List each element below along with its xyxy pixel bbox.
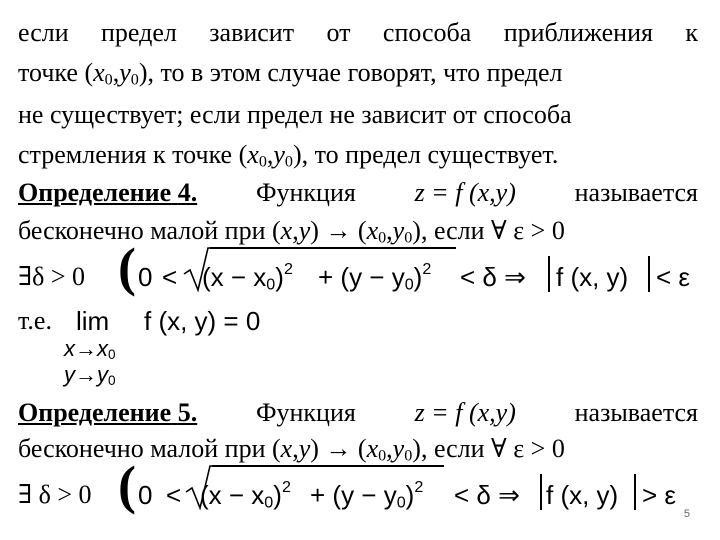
lim-subscript-x: $x\to x_0$: [64, 336, 116, 362]
paragraph-line-3: не существует; если предел не зависит от способа: [18, 100, 572, 129]
definition-title: Определение 5.: [18, 398, 198, 427]
radical-bar: [210, 247, 456, 249]
word: способа: [382, 18, 472, 47]
abs-left: [540, 474, 542, 510]
implies: < δ ⇒: [460, 262, 526, 292]
word: к: [685, 18, 698, 47]
definition-title: Определение 4.: [18, 178, 198, 207]
definition-4-heading: Определение 4. Функция z = f (x,y) называется: [18, 178, 698, 207]
lim: lim: [76, 306, 110, 336]
open-paren: (: [118, 455, 136, 515]
definition-5-heading: Определение 5. Функция z = f (x,y) называется: [18, 398, 698, 427]
exists-delta: ∃ δ > 0: [18, 480, 92, 509]
word: если: [18, 18, 69, 47]
radical-bar: [212, 465, 444, 467]
open-paren: (: [118, 237, 136, 297]
paragraph-line-2: точке $(x_0,y_0)$, то в этом случае говорят, что предел: [18, 58, 563, 89]
lim-subscript-y: $y\to y_0$: [64, 362, 116, 388]
page-number: 5: [683, 508, 690, 520]
zero: 0: [138, 262, 153, 292]
definition-5-line-2: бесконечно малой при $(x,y) \to (x_0,y_0)$, если ∀ ε > 0: [18, 434, 565, 465]
ie-label: т.е.: [18, 306, 52, 335]
abs-left: [548, 256, 550, 292]
abs-right: [634, 474, 636, 510]
implies: < δ ⇒: [454, 480, 520, 510]
word: предел: [101, 18, 177, 47]
word: приближения: [503, 18, 653, 47]
paragraph-line-4: стремления к точке $(x_0,y_0)$, то предел существует.: [18, 140, 559, 171]
word: от: [326, 18, 351, 47]
abs-right: [648, 256, 650, 292]
paragraph-line-1: [18, 18, 698, 48]
exists-delta: ∃δ > 0: [18, 262, 86, 291]
word: зависит: [209, 18, 295, 47]
lim-expression: f (x, y) = 0: [144, 306, 261, 336]
definition-4-line-2: бесконечно малой при $(x,y) \to (x_0,y_0)$, если ∀ ε > 0: [18, 216, 565, 247]
